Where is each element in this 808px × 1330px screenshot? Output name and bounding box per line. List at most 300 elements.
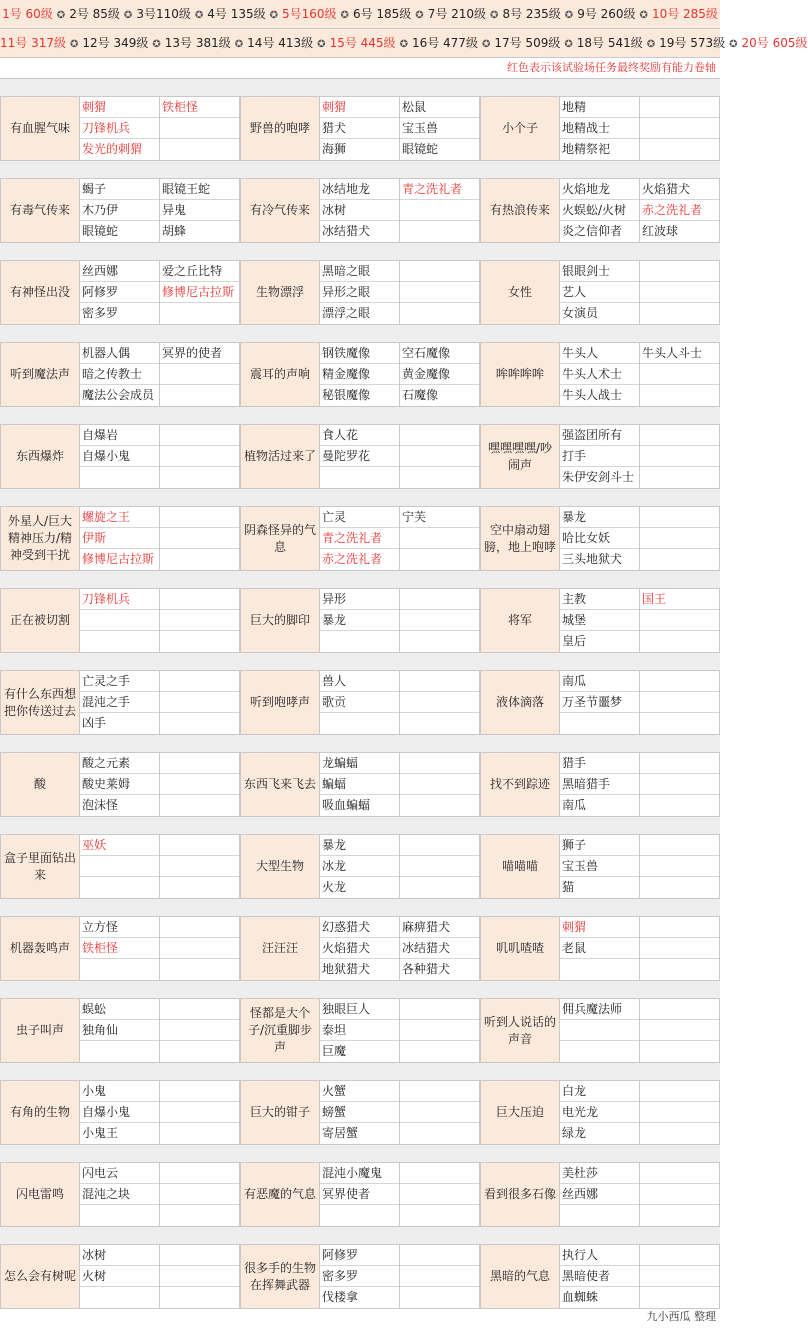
row-divider bbox=[0, 243, 720, 261]
monster-cell: 冰结地龙 bbox=[320, 179, 399, 200]
monster-cell: 暴龙 bbox=[320, 610, 399, 631]
category-label: 看到很多石像 bbox=[480, 1163, 560, 1226]
monster-cell bbox=[640, 1266, 719, 1287]
monster-cell: 泰坦 bbox=[320, 1020, 399, 1041]
level-label: 13号 381级 bbox=[164, 36, 231, 50]
monster-cell bbox=[160, 139, 239, 160]
monster-cell: 猎犬 bbox=[320, 118, 399, 139]
monster-column bbox=[80, 671, 160, 734]
monster-cell: 打手 bbox=[560, 446, 639, 467]
monster-column bbox=[80, 507, 160, 570]
monster-cell bbox=[400, 467, 479, 488]
monster-cell bbox=[400, 446, 479, 467]
separator-icon: ✪ bbox=[123, 10, 133, 21]
row-divider bbox=[0, 981, 720, 999]
monster-cell: 黄金魔像 bbox=[400, 364, 479, 385]
level-label: 3号110级 bbox=[136, 7, 191, 21]
category-row bbox=[0, 917, 720, 981]
level-label: 4号 135级 bbox=[207, 7, 266, 21]
monster-cell bbox=[160, 1102, 239, 1123]
monster-cell bbox=[640, 549, 719, 570]
category-group bbox=[480, 179, 720, 242]
monster-cell: 自爆小鬼 bbox=[80, 1102, 159, 1123]
monster-cell: 黑暗之眼 bbox=[320, 261, 399, 282]
monster-cell: 阿修罗 bbox=[320, 1245, 399, 1266]
monster-column bbox=[320, 671, 400, 734]
monster-column bbox=[640, 671, 720, 734]
credit-text: 九小西瓜 整理 bbox=[646, 1310, 716, 1323]
monster-cell: 曼陀罗花 bbox=[320, 446, 399, 467]
category-label: 酸 bbox=[0, 753, 80, 816]
monster-cell bbox=[400, 835, 479, 856]
monster-cell: 地狱猎犬 bbox=[322, 962, 371, 976]
category-label: 听到人说话的声音 bbox=[480, 999, 560, 1062]
monster-cell: 海狮 bbox=[322, 142, 347, 156]
category-group bbox=[0, 589, 240, 652]
monster-cell: 发光的刺猬 bbox=[82, 142, 143, 156]
category-group bbox=[240, 425, 480, 488]
separator-icon: ✪ bbox=[194, 10, 204, 21]
monster-column bbox=[320, 425, 400, 488]
separator-icon: ✪ bbox=[56, 10, 66, 21]
monster-cell bbox=[160, 917, 239, 938]
row-divider bbox=[0, 571, 720, 589]
monster-cell: 泡沫怪 bbox=[82, 798, 119, 812]
monster-cell: 伐楼拿 bbox=[322, 1290, 359, 1304]
monster-column bbox=[80, 343, 160, 406]
monster-column bbox=[320, 1245, 400, 1308]
monster-cell bbox=[160, 835, 239, 856]
monster-column bbox=[320, 917, 400, 980]
monster-cell bbox=[160, 713, 239, 734]
monster-cell: 混沌小魔鬼 bbox=[320, 1163, 399, 1184]
level-label: 20号 605级 bbox=[741, 36, 808, 50]
monster-cell bbox=[400, 1205, 479, 1226]
monster-cell bbox=[640, 1041, 719, 1062]
category-group bbox=[480, 507, 720, 570]
category-row bbox=[0, 343, 720, 407]
monster-cell bbox=[640, 385, 719, 406]
row-divider bbox=[0, 1063, 720, 1081]
monster-cell bbox=[640, 959, 719, 980]
monster-column bbox=[400, 1081, 480, 1144]
monster-column bbox=[640, 835, 720, 898]
monster-cell: 冰结猎犬 bbox=[322, 224, 371, 238]
category-group bbox=[0, 999, 240, 1062]
separator-icon: ✪ bbox=[646, 39, 656, 50]
monster-cell: 老鼠 bbox=[560, 938, 639, 959]
monster-cell: 电光龙 bbox=[560, 1102, 639, 1123]
monster-cell bbox=[400, 713, 479, 734]
monster-cell bbox=[560, 1020, 639, 1041]
monster-cell: 火焰猎犬 bbox=[320, 938, 399, 959]
monster-column bbox=[640, 179, 720, 242]
monster-cell bbox=[160, 467, 239, 488]
monster-cell bbox=[80, 631, 159, 652]
monster-column bbox=[160, 999, 240, 1062]
category-group bbox=[240, 917, 480, 980]
monster-cell bbox=[80, 959, 159, 980]
level-label: 10号 285级 bbox=[651, 7, 718, 21]
monster-cell bbox=[640, 1245, 719, 1266]
monster-cell: 胡蜂 bbox=[162, 224, 187, 238]
monster-cell: 蝙蝠 bbox=[320, 774, 399, 795]
monster-cell: 南瓜 bbox=[560, 671, 639, 692]
separator-icon: ✪ bbox=[70, 39, 79, 50]
monster-column bbox=[320, 507, 400, 570]
monster-column bbox=[560, 917, 640, 980]
monster-cell: 牛头人战士 bbox=[562, 388, 623, 402]
level-label: 5号160级 bbox=[282, 7, 337, 21]
monster-column bbox=[160, 425, 240, 488]
category-group bbox=[480, 671, 720, 734]
monster-cell bbox=[640, 1163, 719, 1184]
monster-cell bbox=[320, 631, 399, 652]
monster-cell: 南瓜 bbox=[562, 798, 587, 812]
level-label: 14号 413级 bbox=[247, 36, 314, 50]
monster-cell bbox=[400, 589, 479, 610]
category-group bbox=[240, 1163, 480, 1226]
monster-cell: 刀锋机兵 bbox=[80, 118, 159, 139]
category-group bbox=[0, 753, 240, 816]
monster-cell bbox=[160, 1163, 239, 1184]
monster-cell bbox=[320, 713, 399, 734]
monster-cell bbox=[400, 856, 479, 877]
category-label: 东西爆炸 bbox=[0, 425, 80, 488]
monster-column bbox=[160, 1081, 240, 1144]
monster-cell: 牛头人斗士 bbox=[640, 343, 719, 364]
monster-cell bbox=[80, 877, 159, 898]
category-label: 震耳的声响 bbox=[240, 343, 320, 406]
category-label: 虫子叫声 bbox=[0, 999, 80, 1062]
monster-column bbox=[320, 179, 400, 242]
monster-cell bbox=[400, 528, 479, 549]
monster-column bbox=[80, 835, 160, 898]
monster-cell: 三头地狱犬 bbox=[562, 552, 623, 566]
category-label: 大型生物 bbox=[240, 835, 320, 898]
row-divider bbox=[0, 653, 720, 671]
monster-cell: 阿修罗 bbox=[80, 282, 159, 303]
category-group bbox=[480, 97, 720, 160]
monster-cell: 自爆岩 bbox=[80, 425, 159, 446]
monster-cell bbox=[400, 261, 479, 282]
category-group bbox=[240, 1081, 480, 1144]
monster-column bbox=[400, 835, 480, 898]
monster-column bbox=[80, 1163, 160, 1226]
category-label: 喵喵喵 bbox=[480, 835, 560, 898]
category-group bbox=[0, 671, 240, 734]
monster-cell: 宁芙 bbox=[400, 507, 479, 528]
category-label: 巨大压迫 bbox=[480, 1081, 560, 1144]
monster-cell bbox=[160, 1287, 239, 1308]
monster-column bbox=[160, 179, 240, 242]
monster-cell bbox=[80, 1041, 159, 1062]
monster-column bbox=[320, 1081, 400, 1144]
monster-cell: 爱之丘比特 bbox=[160, 261, 239, 282]
monster-column bbox=[160, 1245, 240, 1308]
monster-cell bbox=[160, 1266, 239, 1287]
monster-column bbox=[400, 507, 480, 570]
separator-icon: ✪ bbox=[490, 10, 499, 21]
monster-column bbox=[560, 589, 640, 652]
monster-cell: 赤之洗礼者 bbox=[322, 552, 383, 566]
monster-cell: 万圣节噩梦 bbox=[560, 692, 639, 713]
monster-cell bbox=[400, 795, 479, 816]
monster-cell bbox=[400, 1041, 479, 1062]
category-label: 巨大的脚印 bbox=[240, 589, 320, 652]
monster-column bbox=[640, 261, 720, 324]
monster-column bbox=[400, 753, 480, 816]
monster-cell bbox=[400, 999, 479, 1020]
monster-column bbox=[160, 97, 240, 160]
monster-cell: 幻惑猎犬 bbox=[320, 917, 399, 938]
monster-column bbox=[80, 97, 160, 160]
category-label: 盒子里面钻出来 bbox=[0, 835, 80, 898]
category-row bbox=[0, 589, 720, 653]
monster-cell: 冰龙 bbox=[320, 856, 399, 877]
monster-cell bbox=[160, 795, 239, 816]
category-row bbox=[0, 835, 720, 899]
monster-cell: 酸史莱姆 bbox=[80, 774, 159, 795]
monster-cell: 青之洗礼者 bbox=[320, 528, 399, 549]
monster-cell bbox=[560, 1041, 639, 1062]
category-label: 嘿嘿嘿嘿/吵闹声 bbox=[480, 425, 560, 488]
category-group bbox=[240, 671, 480, 734]
monster-cell: 巫妖 bbox=[80, 835, 159, 856]
monster-cell bbox=[160, 1184, 239, 1205]
monster-column bbox=[400, 179, 480, 242]
category-group bbox=[480, 1245, 720, 1308]
monster-column bbox=[160, 835, 240, 898]
monster-cell: 丝西娜 bbox=[560, 1184, 639, 1205]
category-group bbox=[480, 999, 720, 1062]
row-divider bbox=[0, 817, 720, 835]
monster-cell: 密多罗 bbox=[82, 306, 119, 320]
monster-cell: 歌贡 bbox=[320, 692, 399, 713]
monster-cell bbox=[640, 774, 719, 795]
monster-cell: 主教 bbox=[560, 589, 639, 610]
row-divider bbox=[0, 161, 720, 179]
separator-icon: ✪ bbox=[564, 39, 573, 50]
separator-icon: ✪ bbox=[729, 39, 738, 50]
monster-column bbox=[400, 917, 480, 980]
monster-column bbox=[560, 753, 640, 816]
monster-cell bbox=[640, 1287, 719, 1308]
monster-cell bbox=[400, 1102, 479, 1123]
monster-cell bbox=[640, 507, 719, 528]
monster-cell: 亡灵之手 bbox=[80, 671, 159, 692]
monster-cell: 寄居蟹 bbox=[322, 1126, 359, 1140]
monster-column bbox=[640, 425, 720, 488]
monster-column bbox=[80, 589, 160, 652]
monster-cell bbox=[160, 1245, 239, 1266]
monster-cell bbox=[160, 446, 239, 467]
level-label: 9号 260级 bbox=[577, 7, 636, 21]
category-label: 听到咆哮声 bbox=[240, 671, 320, 734]
category-group bbox=[240, 507, 480, 570]
separator-icon: ✪ bbox=[564, 10, 574, 21]
level-row-2 bbox=[0, 29, 808, 58]
monster-column bbox=[560, 671, 640, 734]
monster-cell: 火焰地龙 bbox=[560, 179, 639, 200]
category-group bbox=[0, 1163, 240, 1226]
monster-cell bbox=[160, 118, 239, 139]
monster-cell: 绿龙 bbox=[562, 1126, 587, 1140]
monster-column bbox=[160, 671, 240, 734]
monster-cell: 白龙 bbox=[560, 1081, 639, 1102]
monster-column bbox=[640, 589, 720, 652]
monster-column bbox=[160, 261, 240, 324]
separator-icon: ✪ bbox=[269, 10, 278, 21]
category-group bbox=[240, 343, 480, 406]
monster-cell: 冥界的使者 bbox=[160, 343, 239, 364]
monster-cell: 佣兵魔法师 bbox=[560, 999, 639, 1020]
monster-cell bbox=[640, 303, 719, 324]
monster-cell bbox=[400, 877, 479, 898]
monster-cell bbox=[400, 631, 479, 652]
monster-cell bbox=[160, 385, 239, 406]
monster-cell bbox=[400, 425, 479, 446]
monster-column bbox=[560, 425, 640, 488]
monster-column bbox=[80, 425, 160, 488]
monster-cell bbox=[640, 938, 719, 959]
monster-cell bbox=[640, 692, 719, 713]
monster-cell: 赤之洗礼者 bbox=[640, 200, 719, 221]
monster-cell bbox=[400, 282, 479, 303]
separator-icon: ✪ bbox=[415, 10, 424, 21]
level-label: 11号 317级 bbox=[0, 36, 66, 50]
category-label: 有角的生物 bbox=[0, 1081, 80, 1144]
category-label: 汪汪汪 bbox=[240, 917, 320, 980]
monster-cell bbox=[400, 1020, 479, 1041]
monster-cell: 冰结猎犬 bbox=[400, 938, 479, 959]
monster-cell bbox=[160, 425, 239, 446]
monster-cell bbox=[160, 528, 239, 549]
monster-cell bbox=[320, 467, 399, 488]
monster-cell bbox=[640, 610, 719, 631]
category-group bbox=[240, 753, 480, 816]
category-group bbox=[0, 261, 240, 324]
monster-column bbox=[640, 999, 720, 1062]
monster-column bbox=[160, 753, 240, 816]
monster-cell bbox=[160, 1081, 239, 1102]
category-group bbox=[0, 917, 240, 980]
category-group bbox=[480, 1081, 720, 1144]
monster-cell: 独眼巨人 bbox=[320, 999, 399, 1020]
level-label: 8号 235级 bbox=[502, 7, 561, 21]
monster-cell bbox=[560, 1205, 639, 1226]
monster-cell bbox=[160, 877, 239, 898]
monster-column bbox=[400, 261, 480, 324]
monster-cell bbox=[560, 959, 639, 980]
monster-column bbox=[640, 343, 720, 406]
monster-column bbox=[80, 917, 160, 980]
monster-cell: 异鬼 bbox=[160, 200, 239, 221]
category-group bbox=[240, 835, 480, 898]
monster-cell: 木乃伊 bbox=[80, 200, 159, 221]
monster-cell bbox=[160, 589, 239, 610]
category-row bbox=[0, 425, 720, 489]
monster-cell: 狮子 bbox=[560, 835, 639, 856]
category-label: 东西飞来飞去 bbox=[240, 753, 320, 816]
monster-cell: 银眼剑士 bbox=[560, 261, 639, 282]
monster-cell bbox=[160, 753, 239, 774]
monster-column bbox=[80, 753, 160, 816]
category-label: 巨大的钳子 bbox=[240, 1081, 320, 1144]
monster-cell: 青之洗礼者 bbox=[400, 179, 479, 200]
category-row bbox=[0, 1163, 720, 1227]
category-group bbox=[240, 1245, 480, 1308]
monster-cell: 地精战士 bbox=[560, 118, 639, 139]
level-row-1 bbox=[0, 0, 720, 29]
monster-cell bbox=[640, 425, 719, 446]
monster-cell: 酸之元素 bbox=[80, 753, 159, 774]
monster-cell: 石魔像 bbox=[402, 388, 439, 402]
category-group bbox=[0, 179, 240, 242]
monster-cell bbox=[400, 1245, 479, 1266]
category-label: 找不到踪迹 bbox=[480, 753, 560, 816]
category-label: 外星人/巨大精神压力/精神受到干扰 bbox=[0, 507, 80, 570]
category-row bbox=[0, 1245, 720, 1309]
monster-cell: 空石魔像 bbox=[400, 343, 479, 364]
category-group bbox=[0, 507, 240, 570]
category-label: 野兽的咆哮 bbox=[240, 97, 320, 160]
monster-cell bbox=[640, 118, 719, 139]
monster-cell bbox=[640, 97, 719, 118]
monster-column bbox=[560, 507, 640, 570]
monster-cell: 国王 bbox=[640, 589, 719, 610]
level-label: 6号 185级 bbox=[352, 7, 412, 21]
monster-column bbox=[640, 1245, 720, 1308]
category-group bbox=[480, 1163, 720, 1226]
category-group bbox=[480, 343, 720, 406]
monster-column bbox=[560, 261, 640, 324]
monster-column bbox=[560, 835, 640, 898]
monster-cell: 地精 bbox=[560, 97, 639, 118]
monster-cell: 精金魔像 bbox=[320, 364, 399, 385]
monster-cell: 强盗团所有 bbox=[560, 425, 639, 446]
monster-column bbox=[400, 1163, 480, 1226]
monster-cell bbox=[160, 959, 239, 980]
monster-cell: 刺猬 bbox=[560, 917, 639, 938]
category-label: 叽叽喳喳 bbox=[480, 917, 560, 980]
monster-cell: 火树 bbox=[80, 1266, 159, 1287]
monster-cell bbox=[80, 856, 159, 877]
monster-cell bbox=[400, 200, 479, 221]
category-row bbox=[0, 507, 720, 571]
monster-column bbox=[560, 999, 640, 1062]
category-row bbox=[0, 179, 720, 243]
monster-cell bbox=[640, 856, 719, 877]
monster-cell: 修博尼古拉斯 bbox=[82, 552, 155, 566]
monster-cell: 刀锋机兵 bbox=[80, 589, 159, 610]
monster-column bbox=[640, 1081, 720, 1144]
monster-cell: 眼镜王蛇 bbox=[160, 179, 239, 200]
monster-cell bbox=[640, 282, 719, 303]
category-label: 将军 bbox=[480, 589, 560, 652]
monster-column bbox=[160, 507, 240, 570]
monster-cell bbox=[560, 713, 639, 734]
monster-cell bbox=[160, 1123, 239, 1144]
monster-cell: 炎之信仰者 bbox=[562, 224, 623, 238]
monster-cell: 刺猬 bbox=[320, 97, 399, 118]
monster-cell: 红波球 bbox=[642, 224, 679, 238]
category-group bbox=[0, 343, 240, 406]
category-label: 机器轰鸣声 bbox=[0, 917, 80, 980]
separator-icon: ✪ bbox=[152, 39, 161, 50]
monster-column bbox=[400, 671, 480, 734]
monster-column bbox=[320, 753, 400, 816]
